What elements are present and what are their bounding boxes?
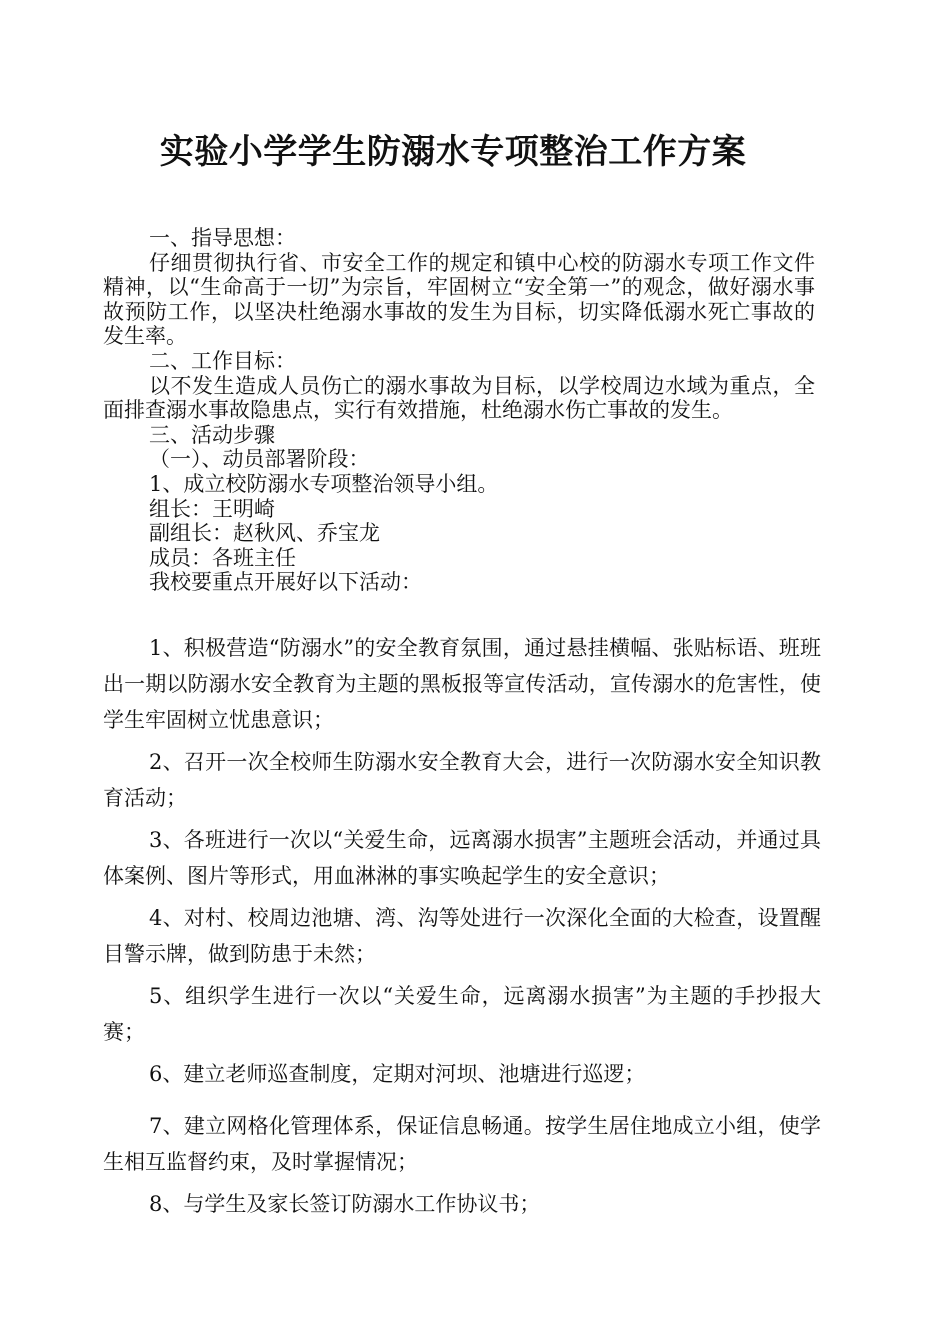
activity-item: 1、积极营造“防溺水”的安全教育氛围，通过悬挂横幅、张贴标语、班班出一期以防溺水安全教育为主题的黑板报等宣传活动，宣传溺水的危害性，使学生牢固树立忧患意识； <box>103 636 821 732</box>
group-members: 成员：各班主任 <box>149 545 296 570</box>
activity-item: 2、召开一次全校师生防溺水安全教育大会，进行一次防溺水安全知识教育活动； <box>103 750 821 810</box>
section-heading-guiding-thought: 一、指导思想： <box>149 226 296 250</box>
group-vice-leaders: 副组长：赵秋风、乔宝龙 <box>149 521 380 546</box>
section-heading-activity-steps: 三、活动步骤 <box>149 422 275 447</box>
list-item-leading-group: 1、成立校防溺水专项整治领导小组。 <box>149 471 499 496</box>
activity-item: 4、对村、校周边池塘、湾、沟等处进行一次深化全面的大检查，设置醒目警示牌，做到防患于未然； <box>103 906 821 966</box>
activity-item: 5、组织学生进行一次以“关爱生命，远离溺水损害”为主题的手抄报大赛； <box>103 984 821 1044</box>
paragraph-work-goal: 以不发生造成人员伤亡的溺水事故为目标，以学校周边水域为重点，全面排查溺水事故隐患点，实行有效措施，杜绝溺水伤亡事故的发生。 <box>103 373 815 423</box>
document-body-top <box>103 226 815 595</box>
activities-intro: 我校要重点开展好以下活动： <box>149 570 422 595</box>
activities-list <box>103 630 821 1228</box>
activity-item: 7、建立网格化管理体系，保证信息畅通。按学生居住地成立小组，使学生相互监督约束，及时掌握情况； <box>103 1114 821 1174</box>
paragraph-guiding-thought: 仔细贯彻执行省、市安全工作的规定和镇中心校的防溺水专项工作文件精神，以“生命高于一切”为宗旨，牢固树立“安全第一”的观念，做好溺水事故预防工作，以坚决杜绝溺水事故的发生为目标，切实降低溺水死亡事故的发生率。 <box>103 250 815 349</box>
activity-item: 8、与学生及家长签订防溺水工作协议书； <box>149 1192 541 1216</box>
activity-item: 3、各班进行一次以“关爱生命，远离溺水损害”主题班会活动，并通过具体案例、图片等形式，用血淋淋的事实唤起学生的安全意识； <box>103 828 821 888</box>
document-title: 实验小学学生防溺水专项整治工作方案 <box>159 132 747 172</box>
group-leader: 组长：王明崎 <box>149 496 275 521</box>
activity-item: 6、建立老师巡查制度，定期对河坝、池塘进行巡逻； <box>149 1062 646 1086</box>
subsection-heading-mobilization: （一）、动员部署阶段： <box>149 447 370 472</box>
section-heading-work-goal: 二、工作目标： <box>149 348 296 373</box>
